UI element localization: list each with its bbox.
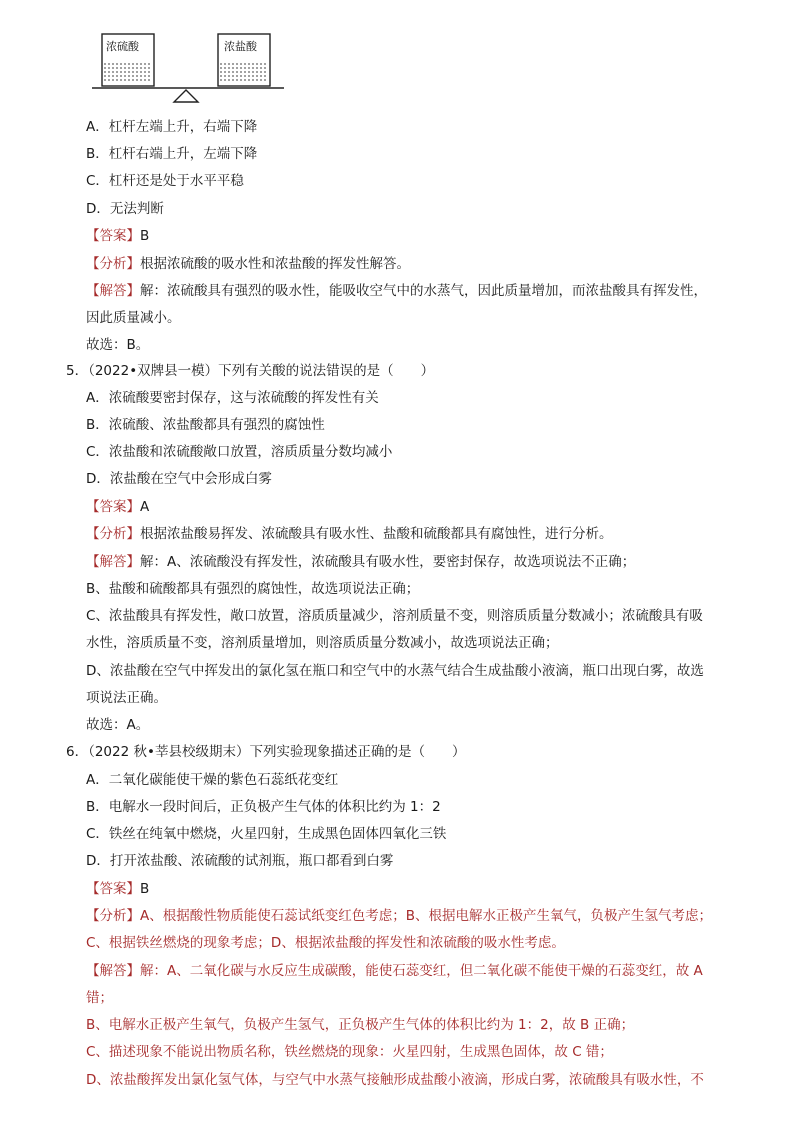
answer-value: A: [140, 499, 150, 515]
q5-option-a: A．浓硫酸要密封保存，这与浓硫酸的挥发性有关: [86, 390, 379, 406]
q4-solution: [86, 277, 707, 305]
q5-solution-c-cont: 水性，溶质质量不变，溶剂质量增加，则溶质质量分数减小，故选项说法正确；: [86, 635, 559, 651]
q5-analysis: [86, 520, 613, 548]
analysis-tag: 【分析】: [86, 526, 140, 542]
q6-option-a: A．二氧化碳能使干燥的紫色石蕊纸花变红: [86, 772, 339, 788]
q6-stem: 6．（2022 秋•莘县校级期末）下列实验现象描述正确的是（ ）: [66, 744, 466, 760]
answer-value: B: [140, 881, 150, 897]
solution-tag: 【解答】: [86, 963, 140, 979]
solution-tag: 【解答】: [86, 554, 140, 570]
q5-option-c: C．浓盐酸和浓硫酸敞口放置，溶质质量分数均减小: [86, 444, 393, 460]
q6-analysis: [86, 902, 712, 930]
q5-option-b: B．浓硫酸、浓盐酸都具有强烈的腐蚀性: [86, 417, 325, 433]
analysis-text: 根据浓硫酸的吸水性和浓盐酸的挥发性解答。: [140, 256, 410, 272]
q6-solution-d: D、浓盐酸挥发出氯化氢气体，与空气中水蒸气接触形成盐酸小液滴，形成白雾，浓硫酸具有吸水性，不: [86, 1072, 704, 1088]
q5-answer: [86, 493, 149, 521]
q6-option-b: B．电解水一段时间后，正负极产生气体的体积比约为 1：2: [86, 799, 441, 815]
q5-stem: 5．（2022•双牌县一模）下列有关酸的说法错误的是（ ）: [66, 363, 435, 379]
q5-solution-d: D、浓盐酸在空气中挥发出的氯化氢在瓶口和空气中的水蒸气结合生成盐酸小液滴，瓶口出现白雾，故选: [86, 663, 704, 679]
analysis-text: A、根据酸性物质能使石蕊试纸变红色考虑；B、根据电解水正极产生氧气，负极产生氢气考虑；: [140, 908, 712, 924]
q4-option-d: D．无法判断: [86, 201, 164, 217]
q5-solution-b: B、盐酸和硫酸都具有强烈的腐蚀性，故选项说法正确；: [86, 581, 420, 597]
q5-conclusion: 故选：A。: [86, 717, 150, 733]
q6-option-d: D．打开浓盐酸、浓硫酸的试剂瓶，瓶口都看到白雾: [86, 853, 394, 869]
q4-answer: [86, 222, 149, 250]
lever-beaker-figure: [88, 28, 288, 108]
q6-solution-b: B、电解水正极产生氧气，负极产生氢气，正负极产生气体的体积比约为 1：2，故 B 正确；: [86, 1017, 635, 1033]
solution-text: 解：浓硫酸具有强烈的吸水性，能吸收空气中的水蒸气，因此质量增加，而浓盐酸具有挥发性，: [140, 283, 707, 299]
answer-tag: 【答案】: [86, 228, 140, 244]
q4-option-a: A．杠杆左端上升，右端下降: [86, 119, 258, 135]
q6-solution-a-cont: 错；: [86, 990, 113, 1006]
q4-conclusion: 故选：B。: [86, 337, 150, 353]
answer-tag: 【答案】: [86, 499, 140, 515]
q5-solution-d-cont: 项说法正确。: [86, 690, 167, 706]
q4-option-b: B．杠杆右端上升，左端下降: [86, 146, 258, 162]
solution-text: 解：A、浓硫酸没有挥发性，浓硫酸具有吸水性，要密封保存，故选项说法不正确；: [140, 554, 636, 570]
answer-value: B: [140, 228, 150, 244]
q6-analysis-cont: C、根据铁丝燃烧的现象考虑；D、根据浓盐酸的挥发性和浓硫酸的吸水性考虑。: [86, 935, 565, 951]
q6-solution: [86, 957, 703, 985]
fulcrum: [174, 90, 198, 102]
analysis-text: 根据浓盐酸易挥发、浓硫酸具有吸水性、盐酸和硫酸都具有腐蚀性，进行分析。: [140, 526, 613, 542]
q5-solution: [86, 548, 635, 576]
right-beaker-label: 浓盐酸: [224, 40, 257, 53]
solution-tag: 【解答】: [86, 283, 140, 299]
solution-text: 解：A、二氧化碳与水反应生成碳酸，能使石蕊变红，但二氧化碳不能使干燥的石蕊变红，故 A: [140, 963, 703, 979]
analysis-tag: 【分析】: [86, 908, 140, 924]
q6-option-c: C．铁丝在纯氧中燃烧，火星四射，生成黑色固体四氧化三铁: [86, 826, 447, 842]
q5-option-d: D．浓盐酸在空气中会形成白雾: [86, 471, 272, 487]
analysis-tag: 【分析】: [86, 256, 140, 272]
q6-solution-c: C、描述现象不能说出物质名称，铁丝燃烧的现象：火星四射，生成黑色固体，故 C 错；: [86, 1044, 613, 1060]
answer-tag: 【答案】: [86, 881, 140, 897]
q4-solution-cont: 因此质量减小。: [86, 310, 181, 326]
q4-analysis: [86, 250, 410, 278]
q4-option-c: C．杠杆还是处于水平平稳: [86, 173, 244, 189]
left-beaker-label: 浓硫酸: [106, 40, 139, 53]
q6-answer: [86, 875, 149, 903]
q5-solution-c: C、浓盐酸具有挥发性，敞口放置，溶质质量减少，溶剂质量不变，则溶质质量分数减小；浓硫酸具有吸: [86, 608, 703, 624]
